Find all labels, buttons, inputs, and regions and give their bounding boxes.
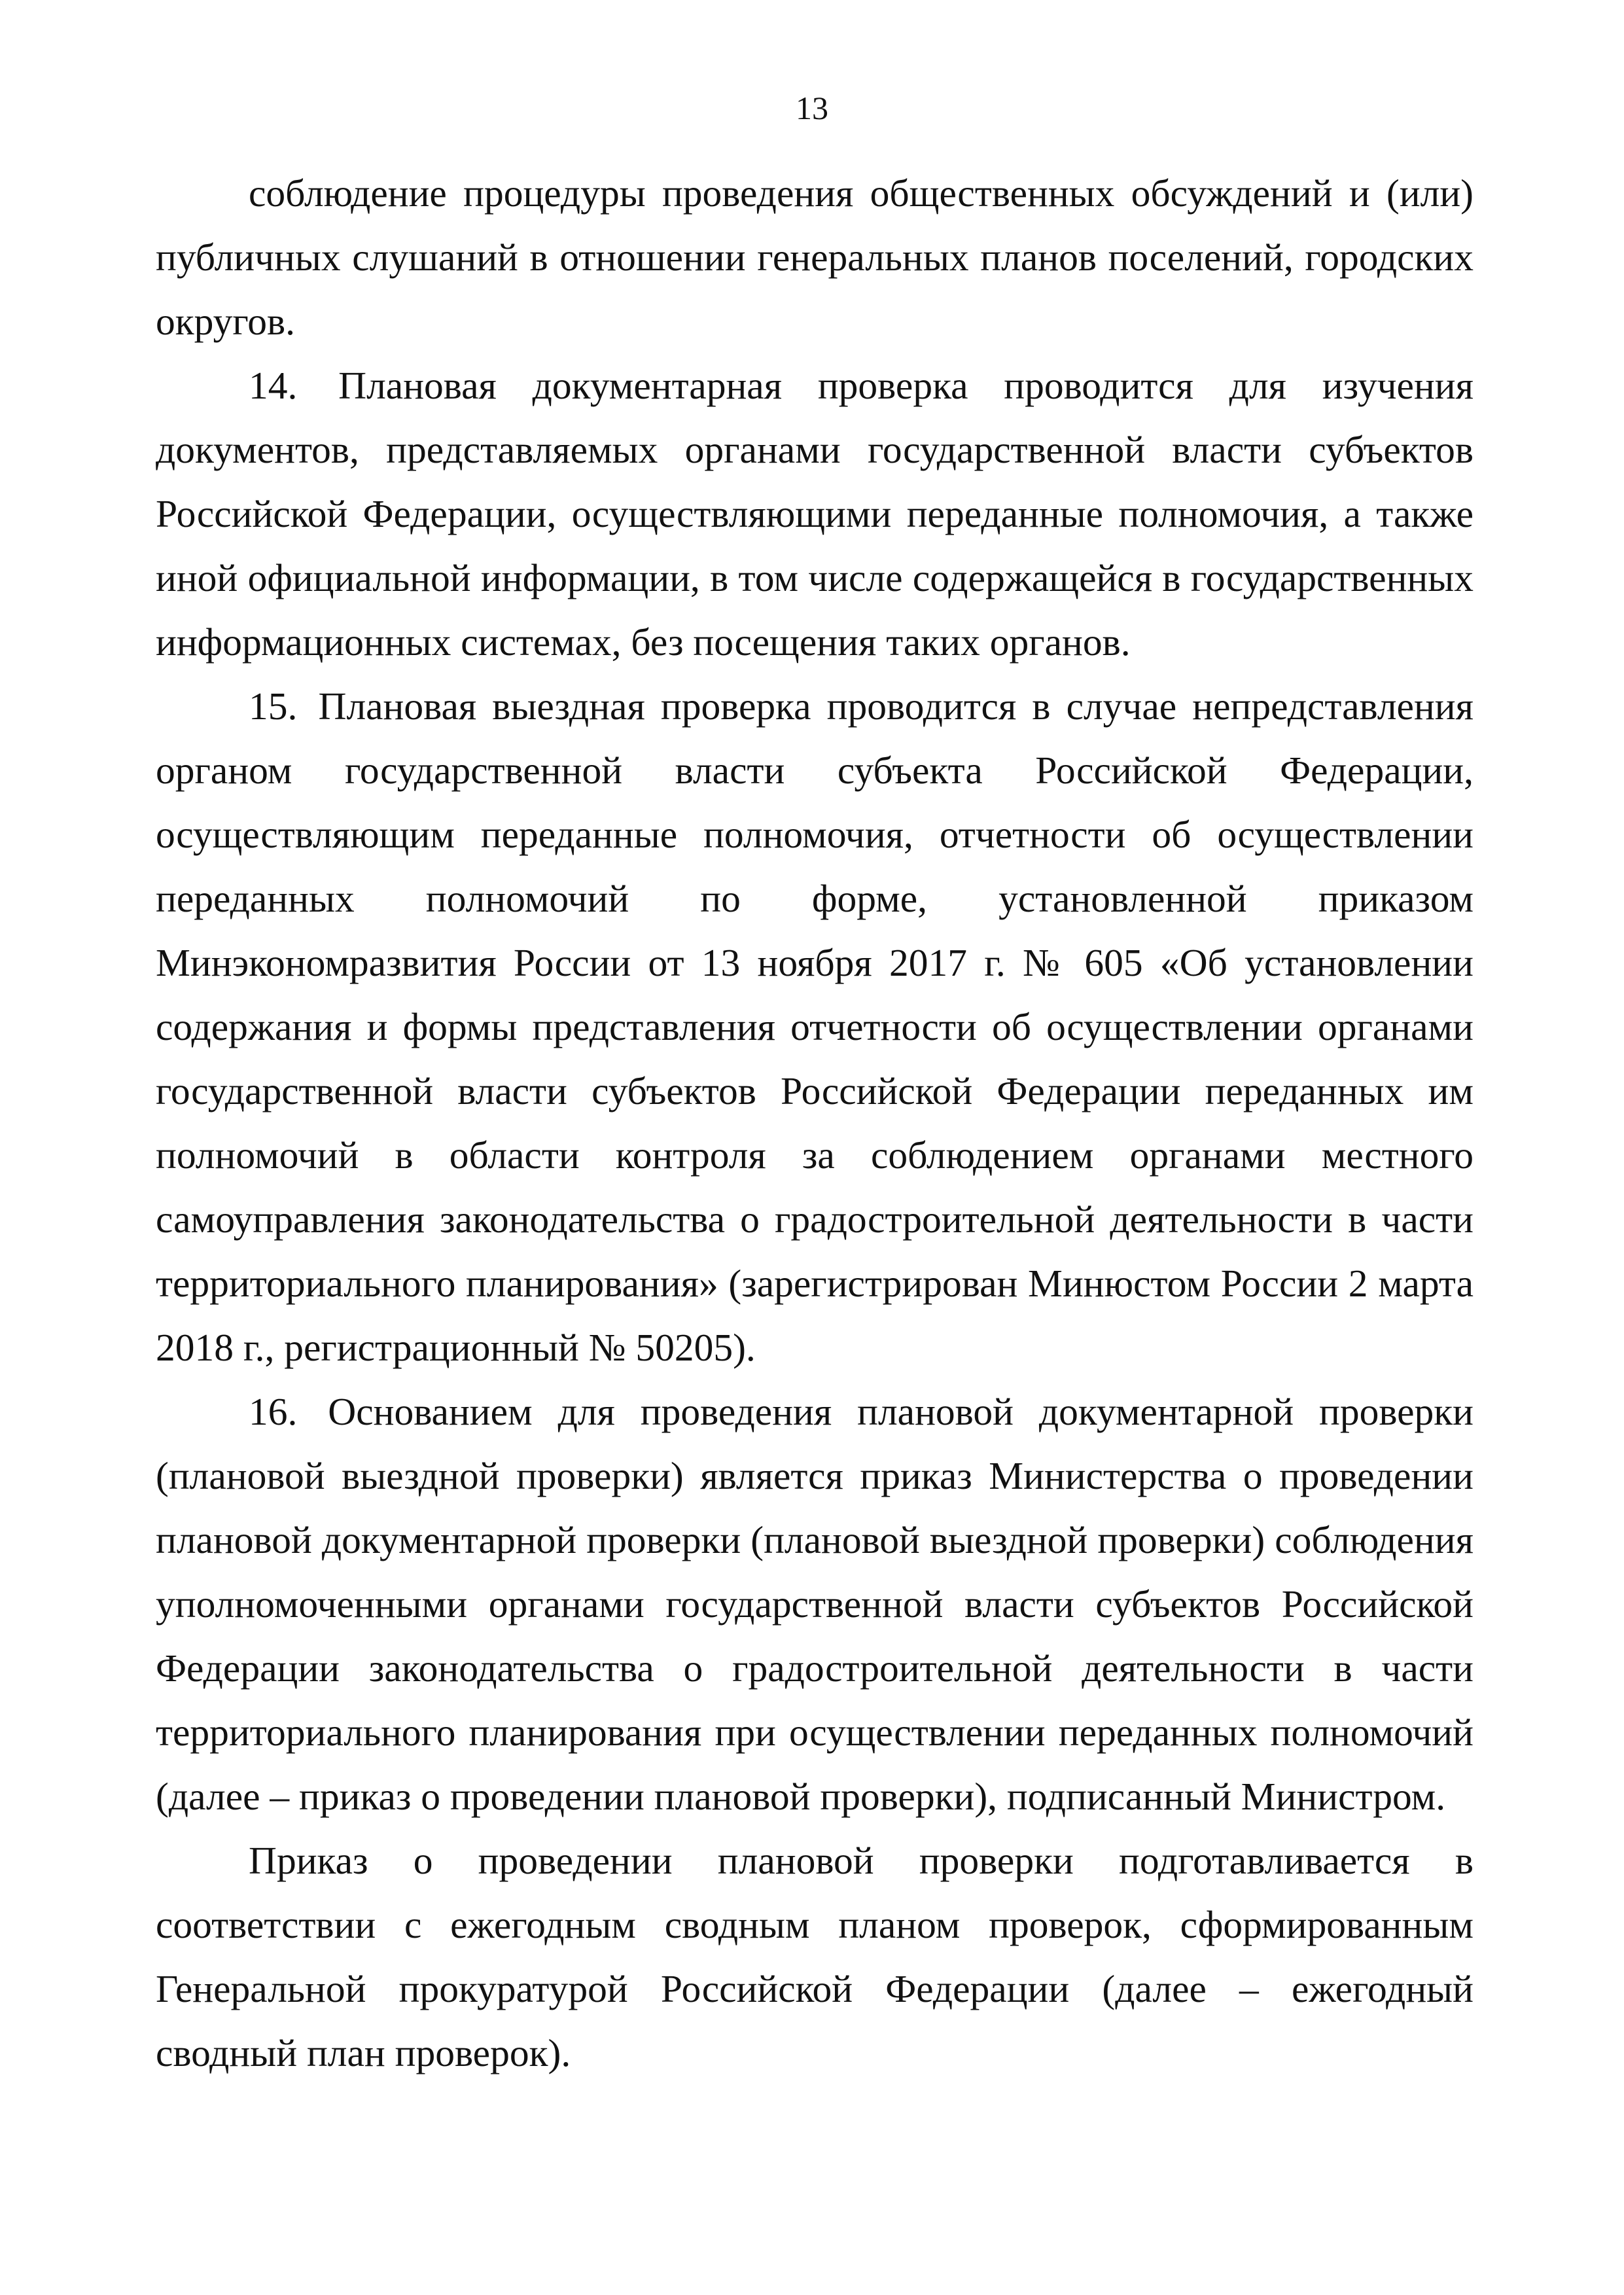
paragraph-text: соблюдение процедуры проведения общественных обсуждений и (или) публичных слушаний в отношении генеральных планов поселений, городских округов. bbox=[156, 171, 1474, 343]
document-body bbox=[156, 161, 1474, 2085]
paragraph-text: Плановая выездная проверка проводится в случае непредставления органом государственной власти субъекта Российской Федерации, осуществляющим переданные полномочия, отчетности об осуществлении переданных полномочий по форме, установленной приказом Минэкономразвития России от 13 ноября 2017 г. № 605 «Об установлении содержания и формы представления отчетности об осуществлении органами государственной власти субъектов Российской Федерации переданных им полномочий в области контроля за соблюдением органами местного самоуправления законодательства о градостроительной деятельности в части территориального планирования» (зарегистрирован Минюстом России 2 марта 2018 г., регистрационный № 50205). bbox=[156, 685, 1474, 1369]
paragraph-text: Приказ о проведении плановой проверки подготавливается в соответствии с ежегодным сводным планом проверок, сформированным Генеральной прокуратурой Российской Федерации (далее – ежегодный сводный план проверок). bbox=[156, 1839, 1474, 2074]
paragraph-16-continued bbox=[156, 1828, 1474, 2085]
paragraph-number: 15. bbox=[249, 685, 298, 728]
paragraph-number: 14. bbox=[249, 364, 298, 407]
paragraph-text: Плановая документарная проверка проводится для изучения документов, представляемых органами государственной власти субъектов Российской Федерации, осуществляющими переданные полномочия, а также иной официальной информации, в том числе содержащейся в государственных информационных системах, без посещения таких органов. bbox=[156, 364, 1474, 664]
page-number: 13 bbox=[796, 90, 828, 126]
paragraph-15 bbox=[156, 674, 1474, 1379]
paragraph-14 bbox=[156, 353, 1474, 674]
paragraph-16 bbox=[156, 1379, 1474, 1828]
paragraph-continuation bbox=[156, 161, 1474, 353]
paragraph-number: 16. bbox=[249, 1390, 298, 1433]
paragraph-text: Основанием для проведения плановой документарной проверки (плановой выездной проверки) является приказ Министерства о проведении плановой документарной проверки (плановой выездной проверки) соблюдения уполномоченными органами государственной власти субъектов Российской Федерации законодательства о градостроительной деятельности в части территориального планирования при осуществлении переданных полномочий (далее – приказ о проведении плановой проверки), подписанный Министром. bbox=[156, 1390, 1474, 1818]
